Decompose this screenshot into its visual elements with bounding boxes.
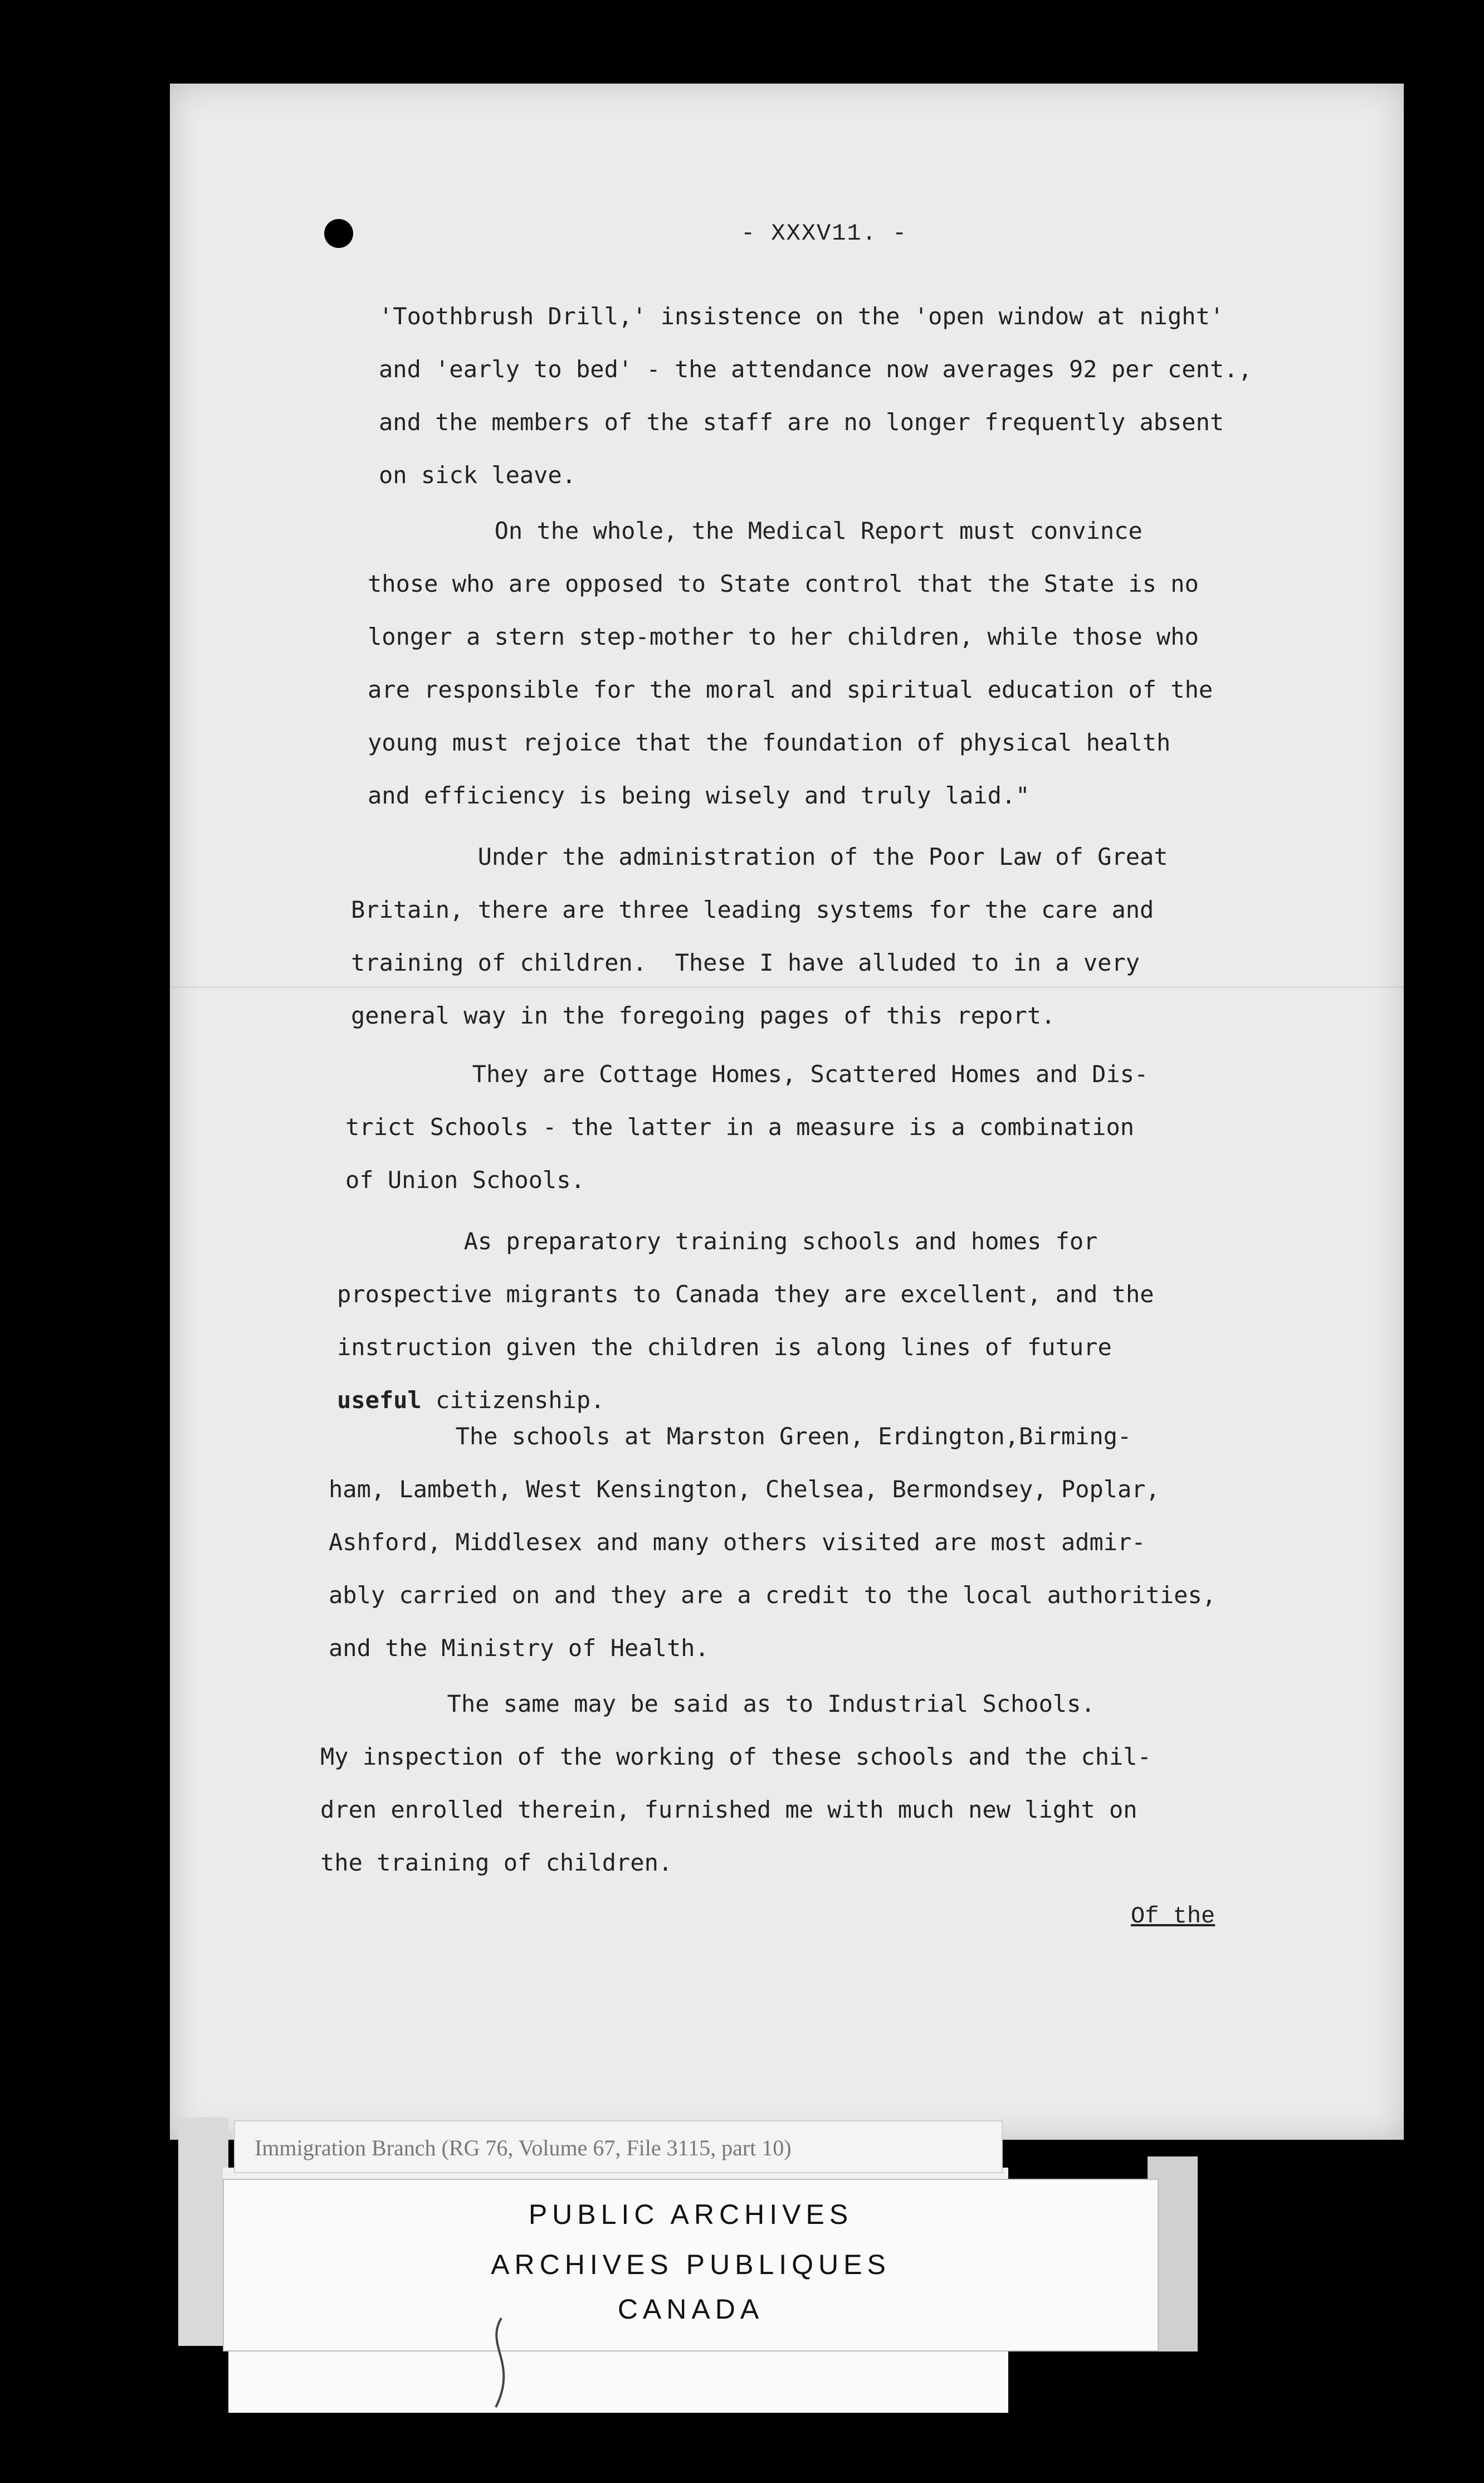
paragraph-6: The schools at Marston Green, Erdington,Birming- ham, Lambeth, West Kensington, Chelsea, Bermondsey, Poplar, Ashford, Middlesex and many others visited are most admir- ably carried on and they are a credit to the local authorities, and the Ministry of Health.	[329, 1423, 1217, 1662]
paragraph-3: Under the administration of the Poor Law of Great Britain, there are three leading systems for the care and training of children. These I have alluded to in a very general way in the foregoing pages of this report.	[351, 843, 1168, 1029]
punch-hole	[324, 219, 353, 248]
card-edge-left	[178, 2117, 228, 2346]
paragraph-1: 'Toothbrush Drill,' insistence on the 'open window at night' and 'early to bed' - the attendance now averages 92 per cent., and the members of the staff are no longer frequently absent on sick leave.	[379, 303, 1252, 489]
stamp-line-2: ARCHIVES PUBLIQUES	[491, 2249, 891, 2280]
stamp-line-3: CANADA	[617, 2294, 764, 2325]
paragraph-5-text-end: citizenship.	[421, 1386, 605, 1414]
card-bottom	[228, 2351, 1008, 2413]
paragraph-4: They are Cottage Homes, Scattered Homes and Dis- trict Schools - the latter in a measure is a combination of Union Schools.	[345, 1060, 1149, 1194]
paragraph-5-text: As preparatory training schools and homes for prospective migrants to Canada they are excellent, and the instruction given the children is along lines of future	[337, 1228, 1154, 1361]
paragraph-2: On the whole, the Medical Report must convince those who are opposed to State control that the State is no longer a stern step-mother to her children, while those who are responsible for the moral and spiritual education of the young must rejoice that the foundation of physical health and efficiency is being wisely and truly laid."	[368, 517, 1213, 809]
catchword: Of the	[1131, 1903, 1215, 1930]
pen-mark	[479, 2312, 524, 2413]
page-heading: - XXXV11. -	[741, 220, 908, 247]
paragraph-5	[337, 1215, 1154, 1426]
archive-reference-label: Immigration Branch (RG 76, Volume 67, File 3115, part 10)	[234, 2120, 1003, 2173]
paragraph-7: The same may be said as to Industrial Schools. My inspection of the working of these schools and the chil- dren enrolled therein, furnished me with much new light on the training of children.	[320, 1690, 1151, 1876]
paragraph-5-bold-word: useful	[337, 1386, 422, 1414]
stamp-line-1: PUBLIC ARCHIVES	[528, 2199, 853, 2230]
